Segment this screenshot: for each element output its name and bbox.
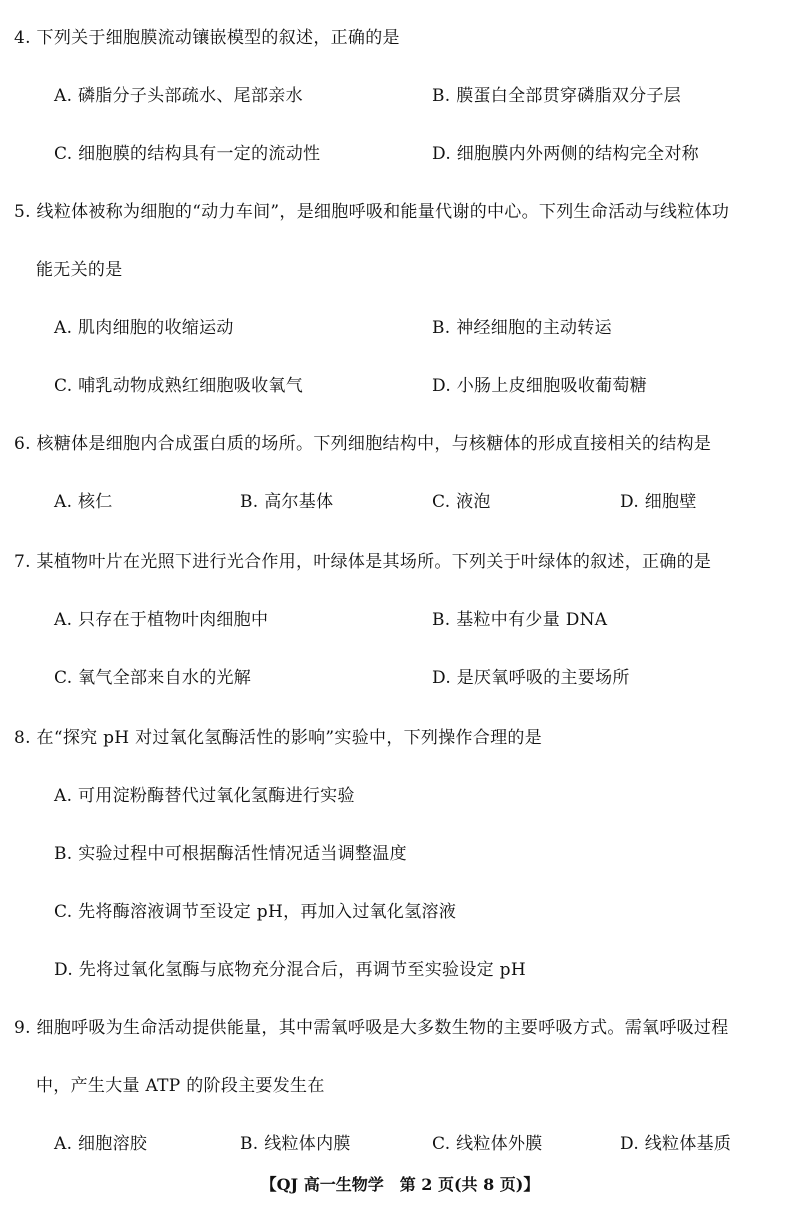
question-4-option-b: B. 膜蛋白全部贯穿磷脂双分子层 <box>432 86 682 106</box>
question-6-stem: 6. 核糖体是细胞内合成蛋白质的场所。下列细胞结构中，与核糖体的形成直接相关的结构是 <box>14 434 712 454</box>
question-7-option-a: A. 只存在于植物叶肉细胞中 <box>54 610 269 630</box>
question-8-option-d: D. 先将过氧化氢酶与底物充分混合后，再调节至实验设定 pH <box>54 960 526 980</box>
question-5-option-b: B. 神经细胞的主动转运 <box>432 318 612 338</box>
question-4-option-c: C. 细胞膜的结构具有一定的流动性 <box>54 144 321 164</box>
question-5-option-c: C. 哺乳动物成熟红细胞吸收氧气 <box>54 376 304 396</box>
question-4-stem: 4. 下列关于细胞膜流动镶嵌模型的叙述，正确的是 <box>14 28 400 48</box>
question-9-stem: 9. 细胞呼吸为生命活动提供能量，其中需氧呼吸是大多数生物的主要呼吸方式。需氧呼吸过程 <box>14 1018 729 1038</box>
question-9-stem-continued: 中，产生大量 ATP 的阶段主要发生在 <box>36 1076 325 1096</box>
question-4-option-a: A. 磷脂分子头部疏水、尾部亲水 <box>54 86 303 106</box>
question-5-stem-continued: 能无关的是 <box>36 260 123 280</box>
question-8-option-c: C. 先将酶溶液调节至设定 pH，再加入过氧化氢溶液 <box>54 902 457 922</box>
question-7-option-d: D. 是厌氧呼吸的主要场所 <box>432 668 630 688</box>
question-6-option-c: C. 液泡 <box>432 492 491 512</box>
page-footer: 【QJ 高一生物学 第 2 页(共 8 页)】 <box>260 1175 540 1194</box>
question-6-option-a: A. 核仁 <box>54 492 113 512</box>
question-5-option-d: D. 小肠上皮细胞吸收葡萄糖 <box>432 376 648 396</box>
question-5-stem: 5. 线粒体被称为细胞的“动力车间”，是细胞呼吸和能量代谢的中心。下列生命活动与线粒体功 <box>14 202 730 222</box>
question-8-stem: 8. 在“探究 pH 对过氧化氢酶活性的影响”实验中，下列操作合理的是 <box>14 728 543 748</box>
question-9-option-a: A. 细胞溶胶 <box>54 1134 148 1154</box>
question-9-option-d: D. 线粒体基质 <box>620 1134 732 1154</box>
question-8-option-b: B. 实验过程中可根据酶活性情况适当调整温度 <box>54 844 407 864</box>
question-4-option-d: D. 细胞膜内外两侧的结构完全对称 <box>432 144 699 164</box>
question-6-option-b: B. 高尔基体 <box>240 492 334 512</box>
question-6-option-d: D. 细胞壁 <box>620 492 697 512</box>
question-5-option-a: A. 肌肉细胞的收缩运动 <box>54 318 234 338</box>
question-7-option-b: B. 基粒中有少量 DNA <box>432 610 608 630</box>
question-9-option-c: C. 线粒体外膜 <box>432 1134 543 1154</box>
question-9-option-b: B. 线粒体内膜 <box>240 1134 351 1154</box>
question-7-stem: 7. 某植物叶片在光照下进行光合作用，叶绿体是其场所。下列关于叶绿体的叙述，正确的是 <box>14 552 712 572</box>
question-8-option-a: A. 可用淀粉酶替代过氧化氢酶进行实验 <box>54 786 355 806</box>
question-7-option-c: C. 氧气全部来自水的光解 <box>54 668 252 688</box>
